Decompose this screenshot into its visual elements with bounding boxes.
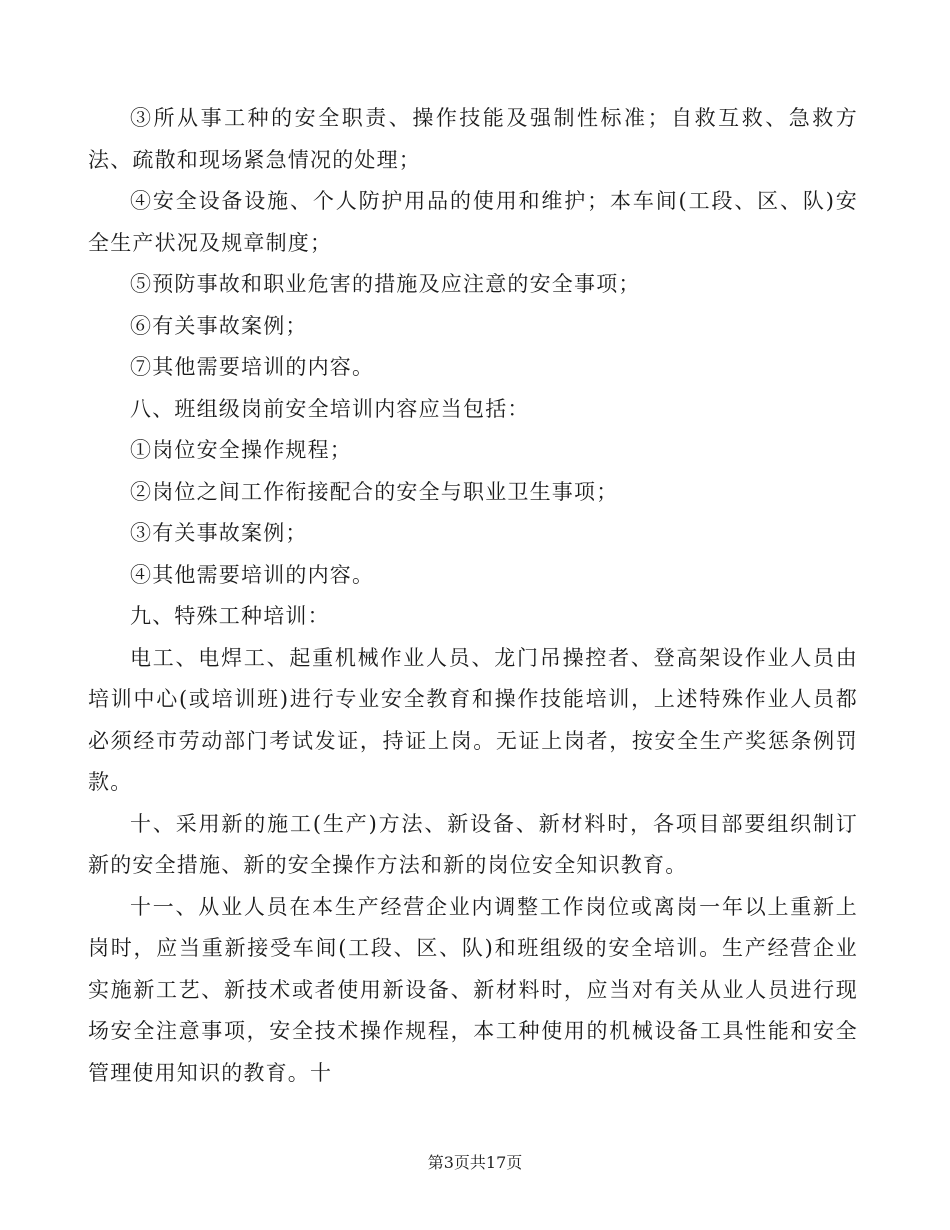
paragraph: ⑤预防事故和职业危害的措施及应注意的安全事项； (130, 272, 641, 296)
section-heading: 八、班组级岗前安全培训内容应当包括： (130, 396, 530, 421)
paragraph: 电工、电焊工、起重机械作业人员、龙门吊操控者、登高架设作业人员由培训中心(或培训班)进行专业安全教育和操作技能培训，上述特殊作业人员都必须经市劳动部门考试发证，持证上岗。无证上岗者，按安全生产奖惩条例罚款。 (88, 645, 858, 794)
paragraph: ②岗位之间工作衔接配合的安全与职业卫生事项； (130, 479, 619, 504)
paragraph: ④其他需要培训的内容。 (130, 562, 375, 587)
paragraph: ③有关事故案例； (130, 521, 308, 545)
paragraph: ①岗位安全操作规程； (130, 438, 352, 462)
section-heading: 十一、从业人员在本生产经营企业内调整工作岗位或离岗一年以上重新上岗时，应当重新接受车间(工段、区、队)和班组级的安全培训。生产经营企业实施新工艺、新技术或者使用新设备、新材料时，应当对有关从业人员进行现场安全注意事项，安全技术操作规程，本工种使用的机械设备工具性能和安全管理使用知识的教育。十 (88, 894, 858, 1085)
paragraph: ④安全设备设施、个人防护用品的使用和维护；本车间(工段、区、队)安全生产状况及规章制度； (88, 189, 858, 255)
section-heading: 十、采用新的施工(生产)方法、新设备、新材料时，各项目部要组织制订新的安全措施、新的安全操作方法和新的岗位安全知识教育。 (88, 811, 858, 877)
section-heading: 九、特殊工种培训： (130, 604, 330, 628)
paragraph: ⑥有关事故案例； (130, 313, 308, 338)
paragraph: ⑦其他需要培训的内容。 (130, 355, 375, 379)
page-number: 第3页共17页 (427, 1153, 523, 1172)
paragraph: ③所从事工种的安全职责、操作技能及强制性标准；自救互救、急救方法、疏散和现场紧急情况的处理； (88, 106, 858, 172)
document-body (88, 98, 858, 1094)
